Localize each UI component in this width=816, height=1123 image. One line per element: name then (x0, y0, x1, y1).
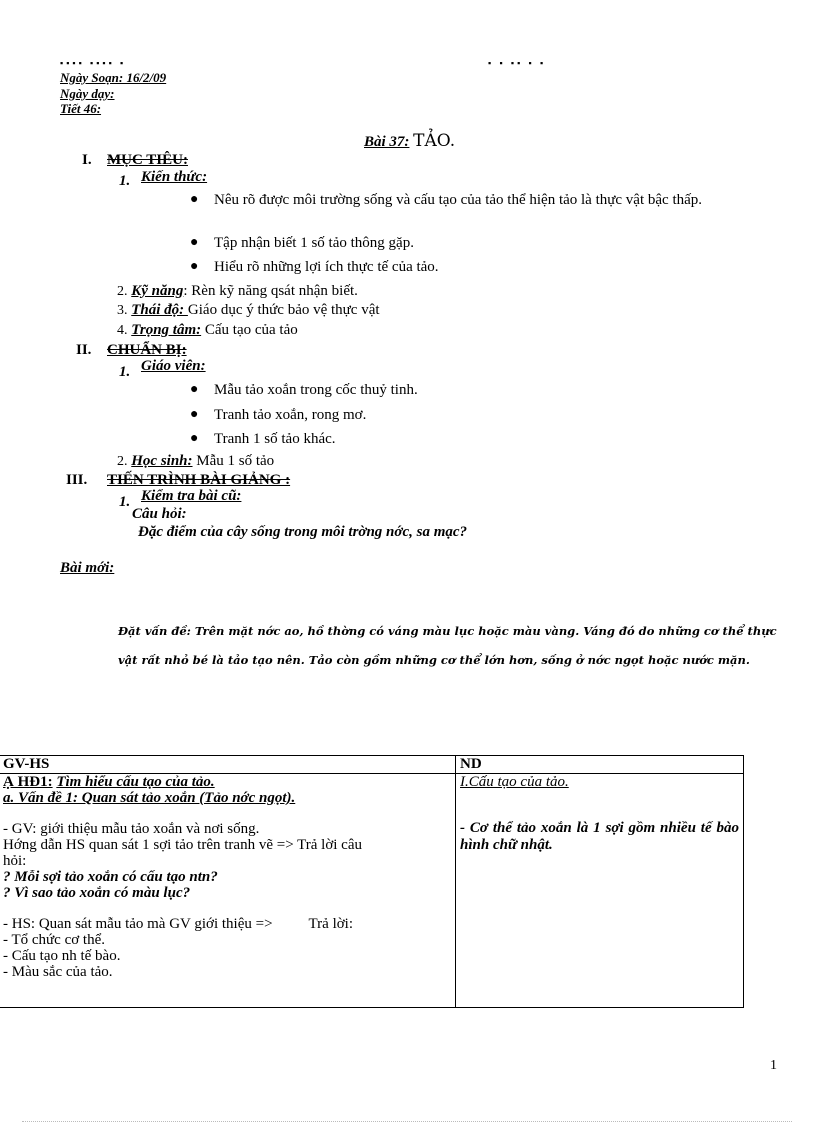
section3-number: III. (66, 472, 88, 488)
gv-line3: hỏi: (3, 853, 27, 869)
answer-item: - Tổ chức cơ thể. (3, 932, 105, 948)
section1-heading: MỤC TIÊU: (107, 152, 188, 168)
intro-paragraph: Đặt vấn đề: Trên mặt nớc ao, hồ thờng có váng màu lục hoặc màu vàng. Váng đó do những cơ thể thực vật rất nhỏ bé là tảo tạo nên. Tảo còn gồm những cơ thể lớn hơn, sống ở nớc ngọt hoặc nước mặn. (118, 624, 777, 667)
lesson-table (0, 755, 744, 1008)
skills-row (117, 283, 358, 300)
section3-heading: TIẾN TRÌNH BÀI GIẢNG : (107, 472, 291, 488)
bullet-icon: ● (190, 235, 199, 250)
table-header-row (0, 756, 744, 774)
question-text: Đặc điểm của cây sống trong môi trờng nớc, sa mạc? (138, 524, 468, 540)
focus-text: Cấu tạo của tảo (201, 322, 298, 338)
question-1: ? Mỗi sợi tảo xoắn có cấu tạo ntn? (3, 869, 218, 885)
content-text: - Cơ thể tảo xoắn là 1 sợi gồm nhiều tế bào hình chữ nhật. (460, 820, 739, 853)
left-cell (0, 774, 456, 1008)
new-lesson-label: Bài mới: (60, 560, 115, 576)
bullet-text: Nêu rõ được môi trường sống và cấu tạo của tảo thể hiện tảo là thực vật bậc thấp. (214, 192, 703, 208)
student-text: Mẫu 1 số tảo (192, 453, 275, 469)
content-section: I.Cấu tạo của tảo. (460, 774, 569, 790)
bullet-icon: ● (190, 382, 199, 397)
bullet-text: Tập nhận biết 1 số tảo thông gặp. (214, 235, 414, 251)
focus-label: Trọng tâm: (131, 322, 202, 338)
header-left-smudge: ▪▪▪▪ ▪▪▪▪ ▪ (60, 58, 127, 68)
page-divider (22, 1121, 792, 1122)
bullet-text: Tranh tảo xoắn, rong mơ. (214, 407, 367, 423)
lesson-name: TẢO. (413, 131, 456, 151)
bullet-icon: ● (190, 259, 199, 274)
page-number: 1 (770, 1058, 777, 1073)
skills-number: 2. (117, 284, 128, 299)
header-right-smudge: ▪ ▪ ▪▪ ▪ ▪ (488, 58, 547, 68)
focus-row (117, 322, 298, 339)
student-number: 2. (117, 454, 128, 469)
activity-title: Tìm hiểu cấu tạo của tảo. (56, 774, 215, 790)
skills-text: : Rèn kỹ năng qsát nhận biết. (183, 283, 358, 299)
check-number: 1. (119, 494, 131, 510)
check-label: Kiểm tra bài cũ: (141, 488, 242, 504)
header-nd: ND (456, 756, 744, 774)
activity-label: Ạ HĐ1: (3, 774, 53, 790)
attitude-number: 3. (117, 303, 128, 318)
focus-number: 4. (117, 323, 128, 338)
attitude-label: Thái độ: (131, 302, 188, 318)
bullet-icon: ● (190, 192, 199, 207)
section1-number: I. (82, 152, 92, 168)
header-gv-hs: GV-HS (0, 756, 456, 774)
bullet-text: Mẫu tảo xoắn trong cốc thuỷ tinh. (214, 382, 418, 398)
student-label: Học sinh: (131, 453, 193, 469)
attitude-row (117, 302, 380, 319)
gv-line1: - GV: giới thiệu mẫu tảo xoắn và nơi sống. (3, 821, 260, 837)
date-prepared: Ngày Soạn: 16/2/09 (60, 70, 167, 85)
bullet-icon: ● (190, 407, 199, 422)
hs-answer-label: Trả lời: (308, 916, 354, 932)
page-title (364, 131, 455, 151)
bullet-text: Hiểu rõ những lợi ích thực tế của tảo. (214, 259, 439, 275)
right-cell (456, 774, 744, 1008)
teacher-label: Giáo viên: (141, 358, 206, 374)
section2-number: II. (76, 342, 92, 358)
knowledge-number: 1. (119, 173, 131, 189)
issue-line: a. Vấn đề 1: Quan sát tảo xoắn (Tảo nớc ngọt). (3, 790, 296, 806)
gv-line2: Hớng dẫn HS quan sát 1 sợi tảo trên tranh vẽ => Trả lời câu (3, 837, 362, 853)
answer-item: - Màu sắc của tảo. (3, 964, 113, 980)
activity-line (3, 774, 451, 790)
date-taught: Ngày dạy: (60, 86, 115, 101)
table-row (0, 774, 744, 1008)
hs-text: - HS: Quan sát mẫu tảo mà GV giới thiệu => (3, 916, 273, 932)
answer-item: - Cấu tạo nh tế bào. (3, 948, 121, 964)
skills-label: Kỹ năng (131, 283, 184, 299)
hs-line (3, 916, 451, 932)
question-label: Câu hỏi: (132, 506, 187, 522)
teacher-number: 1. (119, 364, 131, 380)
question-2: ? Vì sao tảo xoắn có màu lục? (3, 885, 191, 901)
bullet-icon: ● (190, 431, 199, 446)
bullet-text: Tranh 1 số tảo khác. (214, 431, 336, 447)
student-row (117, 453, 274, 470)
attitude-text: Giáo dục ý thức bảo vệ thực vật (187, 302, 380, 318)
section2-heading: CHUẨN BỊ: (107, 342, 187, 358)
knowledge-label: Kiến thức: (141, 169, 208, 185)
lesson-number: Bài 37: (364, 134, 410, 150)
period-label: Tiết 46: (60, 101, 102, 116)
